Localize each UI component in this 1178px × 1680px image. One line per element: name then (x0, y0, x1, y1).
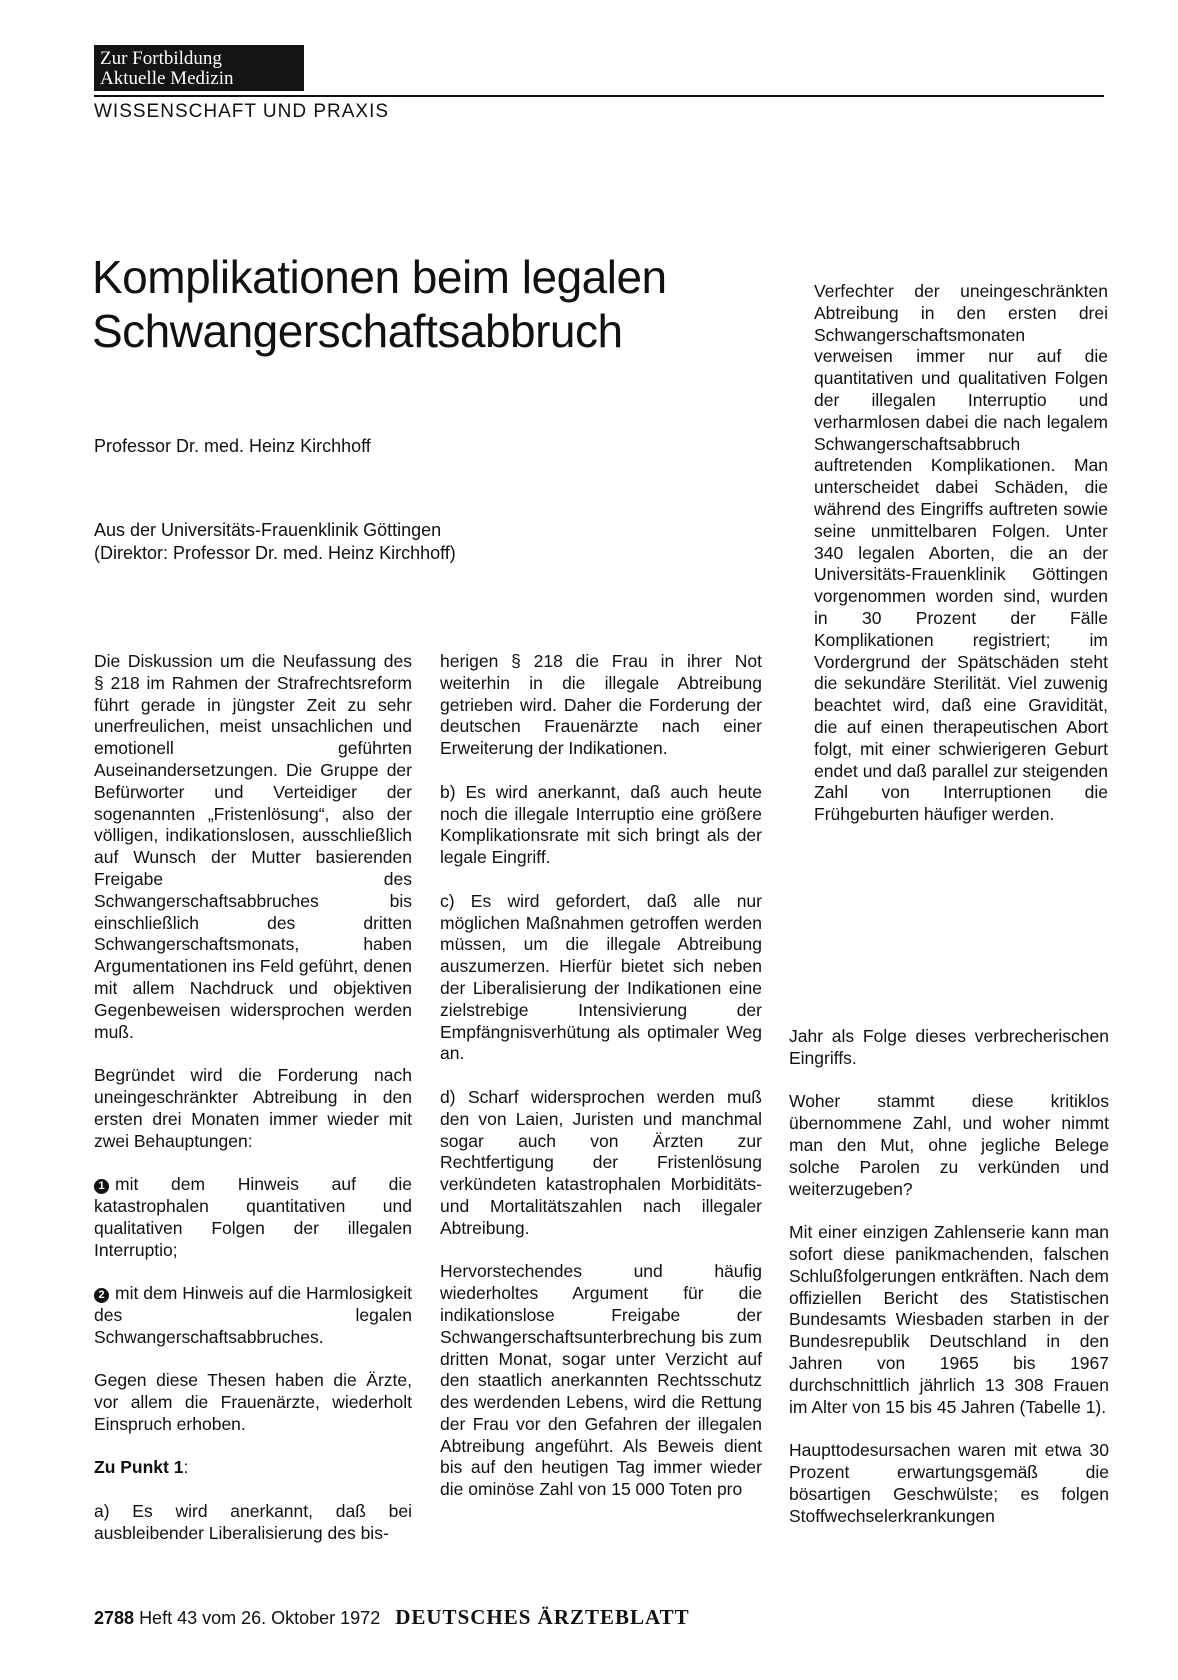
subheading (94, 1457, 412, 1479)
section-label-box (94, 45, 304, 91)
header-rule (94, 95, 1104, 97)
section-label-line1: Zur Fortbildung (100, 48, 222, 69)
issue-info: Heft 43 vom 26. Oktober 1972 (139, 1608, 381, 1628)
numbered-point (94, 1174, 412, 1261)
body-column-3 (789, 1026, 1109, 1527)
paragraph: b) Es wird anerkannt, daß auch heute noch die illegale Interruptio eine größere Komplikationsrate mit sich bringt als der legale Eingriff. (440, 781, 762, 868)
page-number: 2788 (94, 1608, 135, 1628)
affiliation-line2: (Direktor: Professor Dr. med. Heinz Kirchhoff) (94, 543, 456, 563)
paragraph: a) Es wird anerkannt, daß bei ausbleibender Liberalisierung des bis- (94, 1501, 412, 1543)
title-line1: Komplikationen beim legalen (92, 251, 667, 303)
article-title (92, 250, 732, 358)
magazine-name: DEUTSCHES ÄRZTEBLATT (395, 1605, 690, 1629)
paragraph: Hervorstechendes und häufig wiederholtes Argument für die indikationslose Freigabe der Schwangerschaftsunterbrechung bis zum dritten Monat, sogar unter Verzicht auf den staatlich anerkannten Rechtsschutz des werdenden Lebens, wird die Rettung der Frau vor den Gefahren der illegalen Abtreibung angeführt. Als Beweis dient bis auf den heutigen Tag immer wieder die ominöse Zahl von 15 000 Toten pro (440, 1261, 762, 1500)
paragraph: Mit einer einzigen Zahlenserie kann man sofort diese panikmachenden, falschen Schlußfolgerungen entkräften. Nach dem offiziellen Bericht des Statistischen Bundesamts Wiesbaden starben in der Bundesrepublik Deutschland in den Jahren von 1965 bis 1967 durchschnittlich jährlich 13 308 Frauen im Alter von 15 bis 45 Jahren (Tabelle 1). (789, 1222, 1109, 1417)
author-line: Professor Dr. med. Heinz Kirchhoff (94, 436, 371, 456)
paragraph: Begründet wird die Forderung nach uneingeschränkter Abtreibung in den ersten drei Monaten immer wieder mit zwei Behauptungen: (94, 1065, 412, 1151)
affiliation-line1: Aus der Universitäts-Frauenklinik Göttingen (94, 520, 442, 540)
paragraph: Haupttodesursachen waren mit etwa 30 Prozent erwartungsgemäß die bösartigen Geschwülste; es folgen Stoffwechselerkrankungen (789, 1440, 1109, 1526)
paragraph: c) Es wird gefordert, daß alle nur möglichen Maßnahmen getroffen werden müssen, um die illegale Abtreibung auszumerzen. Hierfür bietet sich neben der Liberalisierung der Indikationen eine zielstrebige Intensivierung der Empfängnisverhütung als optimaler Weg an. (440, 890, 762, 1064)
point-text: mit dem Hinweis auf die katastrophalen quantitativen und qualitativen Folgen der illegalen Interruptio; (94, 1174, 412, 1260)
paragraph: d) Scharf widersprochen werden muß den von Laien, Juristen und manchmal sogar auch von Ärzten zur Rechtfertigung der Fristenlösung verkündeten katastrophalen Morbiditäts- und Mortalitätszahlen nach illegaler Abtreibung. (440, 1086, 762, 1238)
subheading-colon: : (183, 1457, 189, 1478)
body-column-2 (440, 651, 762, 1501)
sidebar-abstract (814, 281, 1108, 826)
paragraph: Verfechter der uneingeschränkten Abtreibung in den ersten drei Schwangerschaftsmonaten verweisen immer nur auf die quantitativen und qualitativen Folgen der illegalen Interruptio und verharmlosen dabei die nach legalem Schwangerschaftsabbruch auftretenden Komplikationen. Man unterscheidet dabei Schäden, die während des Eingriffs auftreten sowie seine unmittelbaren Folgen. Unter 340 legalen Aborten, die an der Universitäts-Frauenklinik Göttingen vorgenommen worden sind, wurden in 30 Prozent der Fälle Komplikationen registriert; im Vordergrund der Spätschäden steht die sekundäre Sterilität. Viel zuwenig beachtet wird, daß eine Gravidität, die auf einen therapeutischen Abort folgt, mit einer schwierigeren Geburt endet und daß parallel zur steigenden Zahl von Interruptionen die Frühgeburten häufiger werden. (814, 281, 1108, 825)
paragraph: Woher stammt diese kritiklos übernommene Zahl, und woher nimmt man den Mut, ohne jegliche Belege solche Parolen zu verkünden und weiterzugeben? (789, 1091, 1109, 1199)
paragraph: Gegen diese Thesen haben die Ärzte, vor allem die Frauenärzte, wiederholt Einspruch erhoben. (94, 1370, 412, 1434)
subheading-text: Zu Punkt 1 (94, 1457, 184, 1478)
section-label-line2: Aktuelle Medizin (100, 68, 234, 89)
number-1-icon: 1 (94, 1179, 109, 1194)
title-line2: Schwangerschaftsabbruch (92, 305, 623, 357)
number-2-icon: 2 (94, 1288, 109, 1303)
affiliation (94, 519, 456, 565)
section-kicker: WISSENSCHAFT UND PRAXIS (94, 101, 390, 122)
paragraph: Jahr als Folge dieses verbrecherischen Eingriffs. (789, 1026, 1109, 1068)
body-column-1 (94, 651, 412, 1545)
paragraph: Die Diskussion um die Neufassung des § 218 im Rahmen der Strafrechtsreform führt gerade in jüngster Zeit zu sehr unerfreulichen, meist unsachlichen und emotionell geführten Auseinandersetzungen. Die Gruppe der Befürworter und Verteidiger der sogenannten „Fristenlösung“, also der völligen, indikationslosen, ausschließlich auf Wunsch der Mutter basierenden Freigabe des Schwangerschaftsabbruches bis einschließlich des dritten Schwangerschaftsmonats, haben Argumentationen ins Feld geführt, denen mit allem Nachdruck und objektiven Gegenbeweisen widersprochen werden muß. (94, 651, 412, 1042)
paragraph: herigen § 218 die Frau in ihrer Not weiterhin in die illegale Abtreibung getrieben wird. Daher die Forderung der deutschen Frauenärzte nach einer Erweiterung der Indikationen. (440, 651, 762, 759)
point-text: mit dem Hinweis auf die Harmlosigkeit des legalen Schwangerschaftsabbruches. (94, 1283, 412, 1347)
page-footer (94, 1605, 690, 1630)
numbered-point (94, 1283, 412, 1348)
